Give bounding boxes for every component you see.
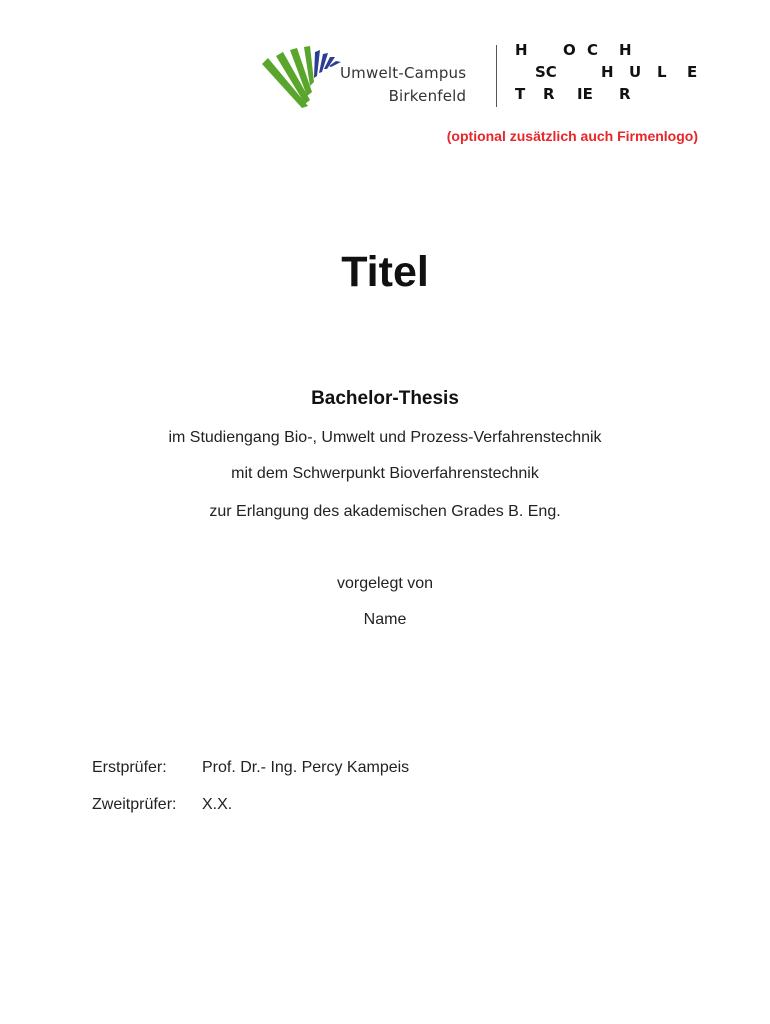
- wordmark-row-2: [515, 63, 715, 85]
- wordmark-letter: C: [587, 41, 599, 59]
- campus-name: [340, 62, 466, 108]
- logo-blue-stripe-1: [314, 50, 320, 78]
- wordmark-letter: O: [563, 41, 576, 59]
- second-examiner-value: X.X.: [202, 796, 233, 813]
- university-logo: [262, 40, 712, 112]
- wordmark-letter: H: [601, 63, 614, 81]
- author-name: Name: [363, 611, 407, 628]
- first-examiner-label: Erstprüfer:: [92, 759, 167, 776]
- wordmark-letter: L: [657, 63, 667, 81]
- wordmark-letter: H: [515, 41, 528, 59]
- wordmark-letter: IE: [577, 85, 593, 103]
- wordmark-letter: SC: [535, 63, 557, 81]
- umwelt-campus-logo-mark: [262, 44, 344, 108]
- optional-logo-note: (optional zusätzlich auch Firmenlogo): [446, 128, 698, 144]
- page-title: Titel: [341, 248, 429, 296]
- wordmark-letter: U: [629, 63, 642, 81]
- second-examiner: [92, 796, 232, 814]
- wordmark-letter: E: [687, 63, 698, 81]
- degree-line: zur Erlangung des akademischen Grades B. Eng.: [209, 503, 561, 520]
- hochschule-trier-wordmark: [515, 41, 715, 107]
- first-examiner-value: Prof. Dr.- Ing. Percy Kampeis: [202, 759, 410, 776]
- logo-divider: [496, 45, 497, 107]
- campus-name-line1: Umwelt-Campus: [340, 64, 467, 82]
- logo-blue-stripe-2: [319, 53, 328, 73]
- campus-name-line2: Birkenfeld: [388, 87, 467, 105]
- wordmark-letter: H: [619, 41, 632, 59]
- study-focus-line: mit dem Schwerpunkt Bioverfahrenstechnik: [231, 465, 539, 482]
- wordmark-row-1: [515, 41, 715, 63]
- presented-by-label: vorgelegt von: [336, 575, 434, 592]
- wordmark-letter: R: [543, 85, 555, 103]
- second-examiner-label: Zweitprüfer:: [92, 796, 177, 813]
- first-examiner: [92, 759, 409, 777]
- wordmark-letter: R: [619, 85, 631, 103]
- thesis-type: Bachelor-Thesis: [311, 388, 459, 409]
- study-program-line: im Studiengang Bio-, Umwelt und Prozess-Verfahrenstechnik: [168, 429, 602, 446]
- wordmark-letter: T: [515, 85, 526, 103]
- wordmark-row-3: [515, 85, 715, 107]
